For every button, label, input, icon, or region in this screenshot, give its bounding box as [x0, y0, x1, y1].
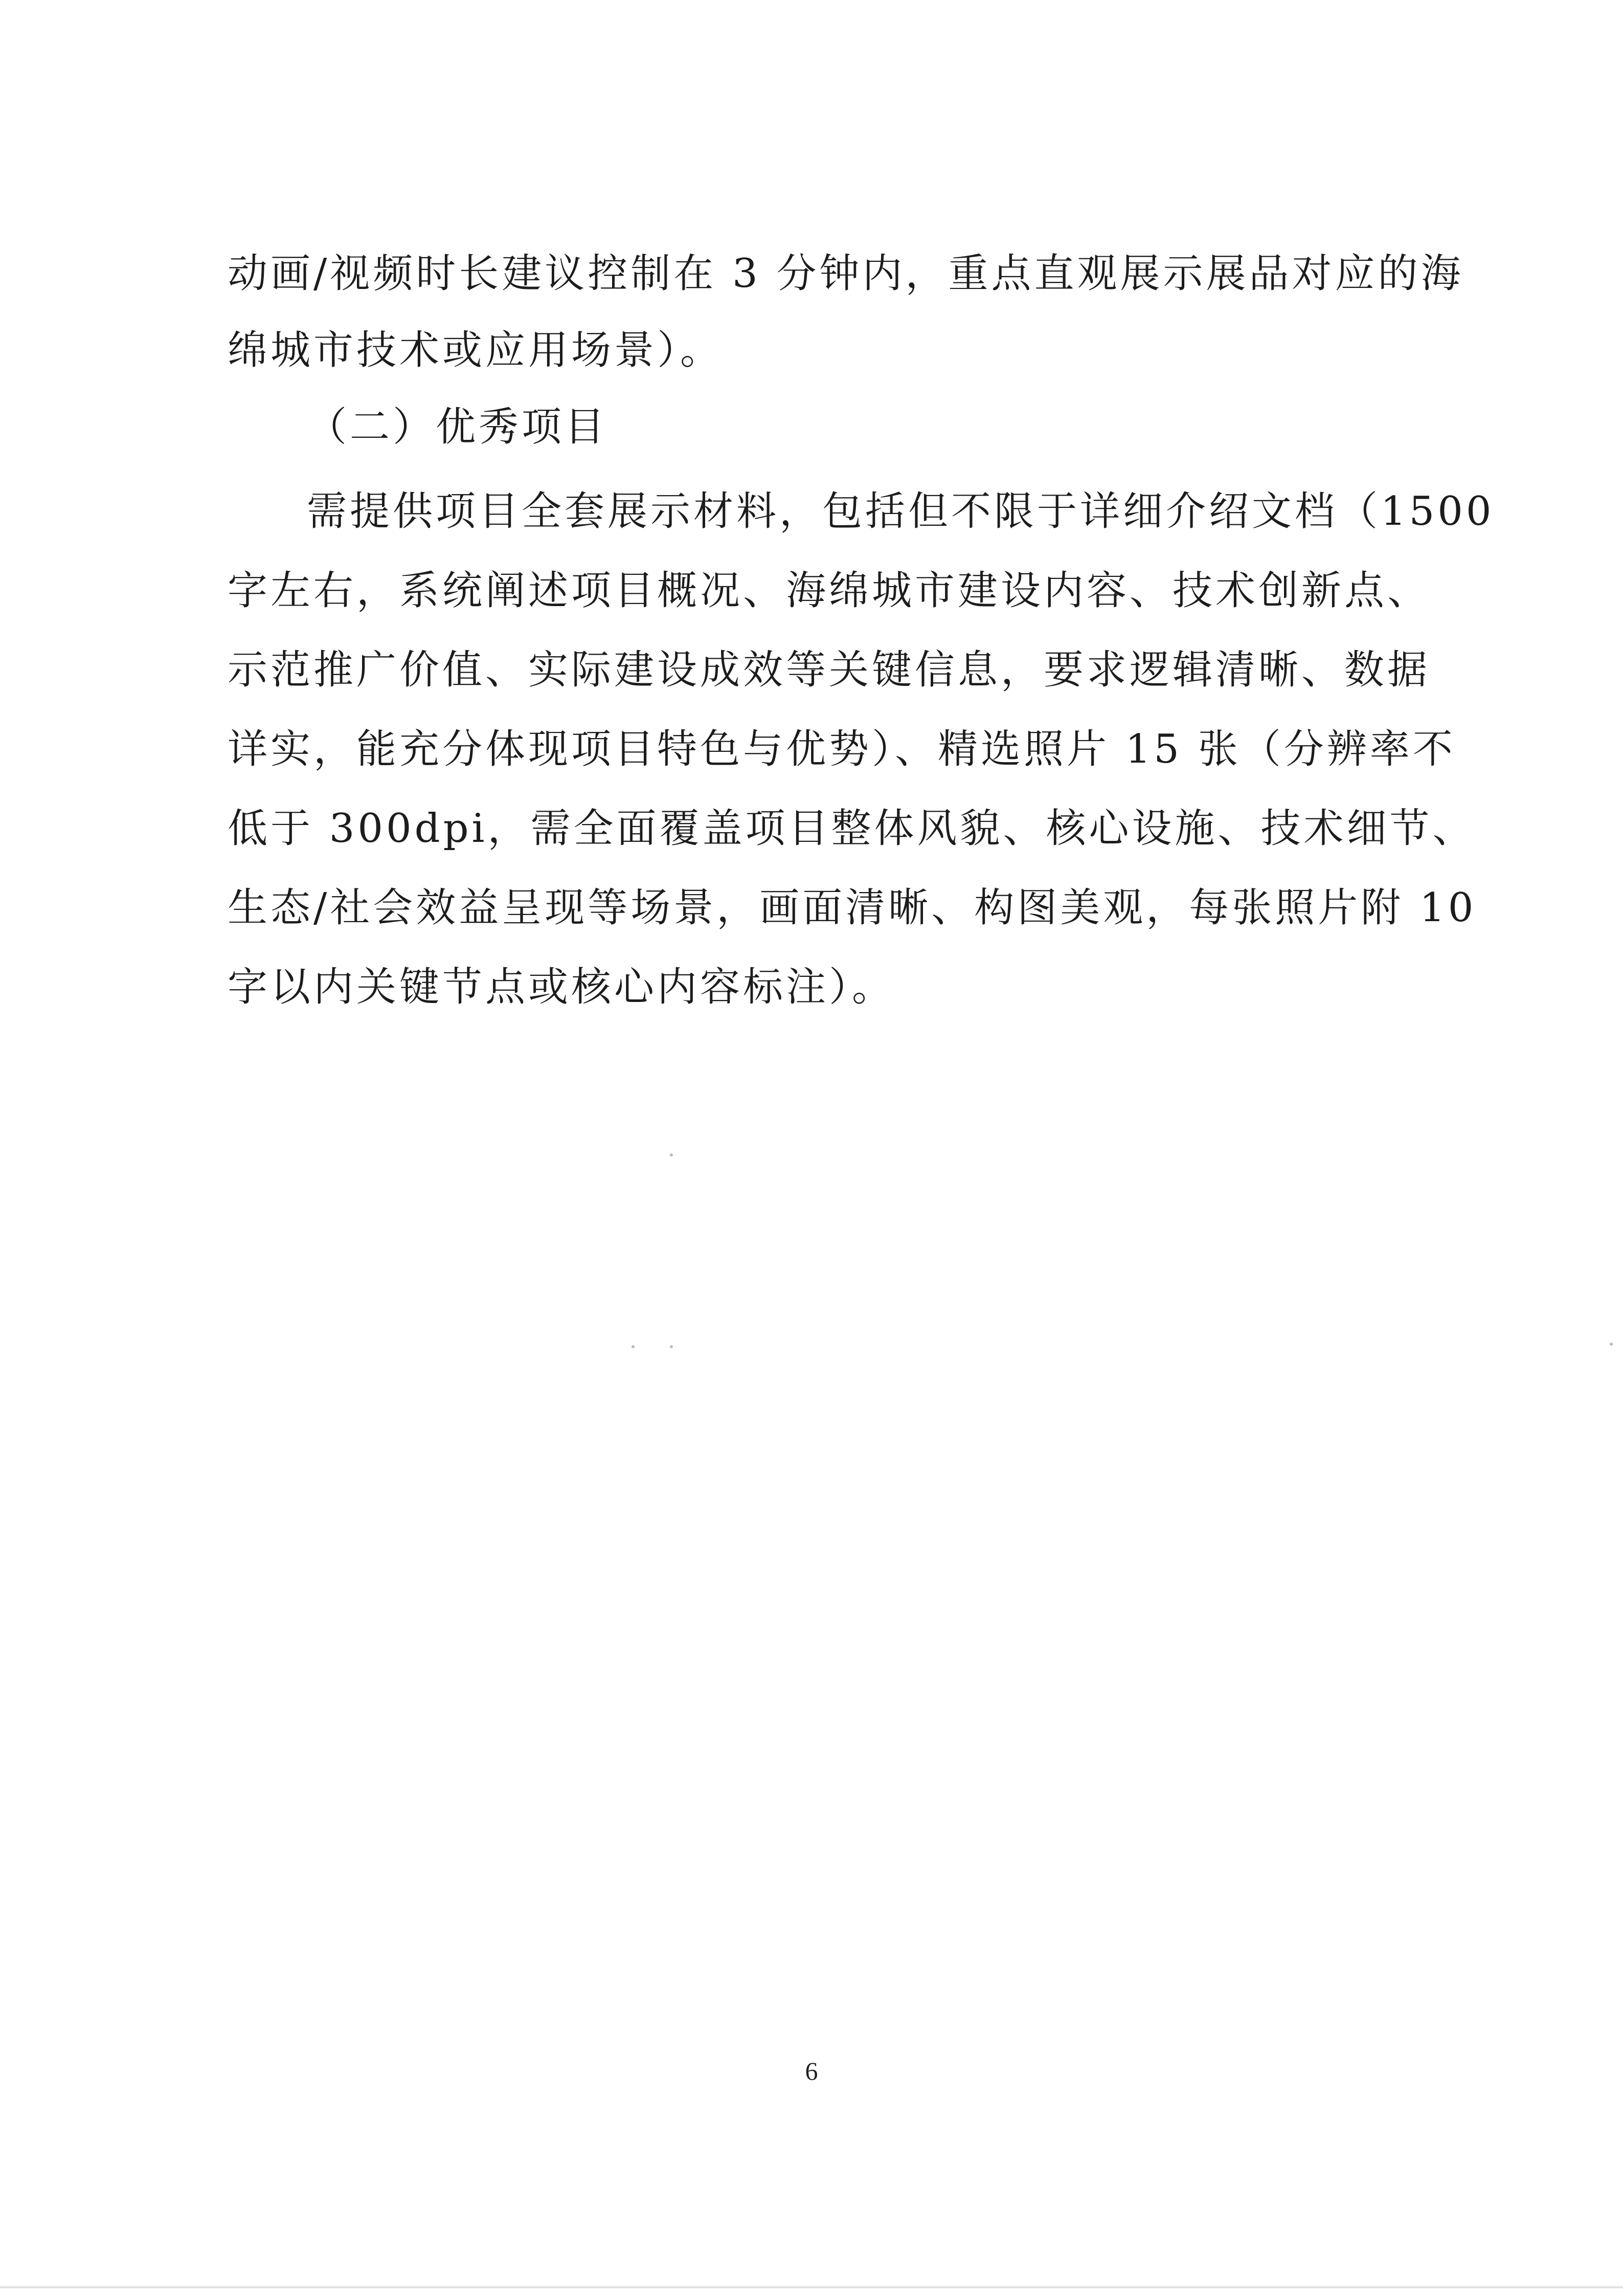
page-number: 6 [805, 2057, 818, 2085]
paragraph-2-line-6: 生态/社会效益呈现等场景，画面清晰、构图美观，每张照片附 10 [228, 885, 1477, 931]
paragraph-2-line-4: 详实，能充分体现项目特色与优势）、精选照片 15 张（分辨率不 [228, 726, 1456, 772]
paragraph-2-line-1: 需提供项目全套展示材料，包括但不限于详细介绍文档（1500 [307, 488, 1495, 534]
paragraph-2-line-3: 示范推广价值、实际建设成效等关键信息，要求逻辑清晰、数据 [228, 647, 1431, 693]
scan-speck [1610, 1343, 1613, 1346]
paragraph-1-line-2: 绵城市技术或应用场景）。 [228, 327, 724, 373]
paragraph-1-line-1: 动画/视频时长建议控制在 3 分钟内，重点直观展示展品对应的海 [228, 251, 1464, 297]
section-heading: （二）优秀项目 [307, 404, 608, 450]
scan-speck [670, 1345, 673, 1348]
scan-edge [0, 2286, 1623, 2288]
scan-speck [632, 1345, 635, 1348]
paragraph-2-line-7: 字以内关键节点或核心内容标注）。 [228, 964, 895, 1010]
paragraph-2-line-5: 低于 300dpi，需全面覆盖项目整体风貌、核心设施、技术细节、 [228, 806, 1476, 852]
scan-speck [670, 1153, 673, 1156]
paragraph-2-line-2: 字左右，系统阐述项目概况、海绵城市建设内容、技术创新点、 [228, 568, 1431, 614]
